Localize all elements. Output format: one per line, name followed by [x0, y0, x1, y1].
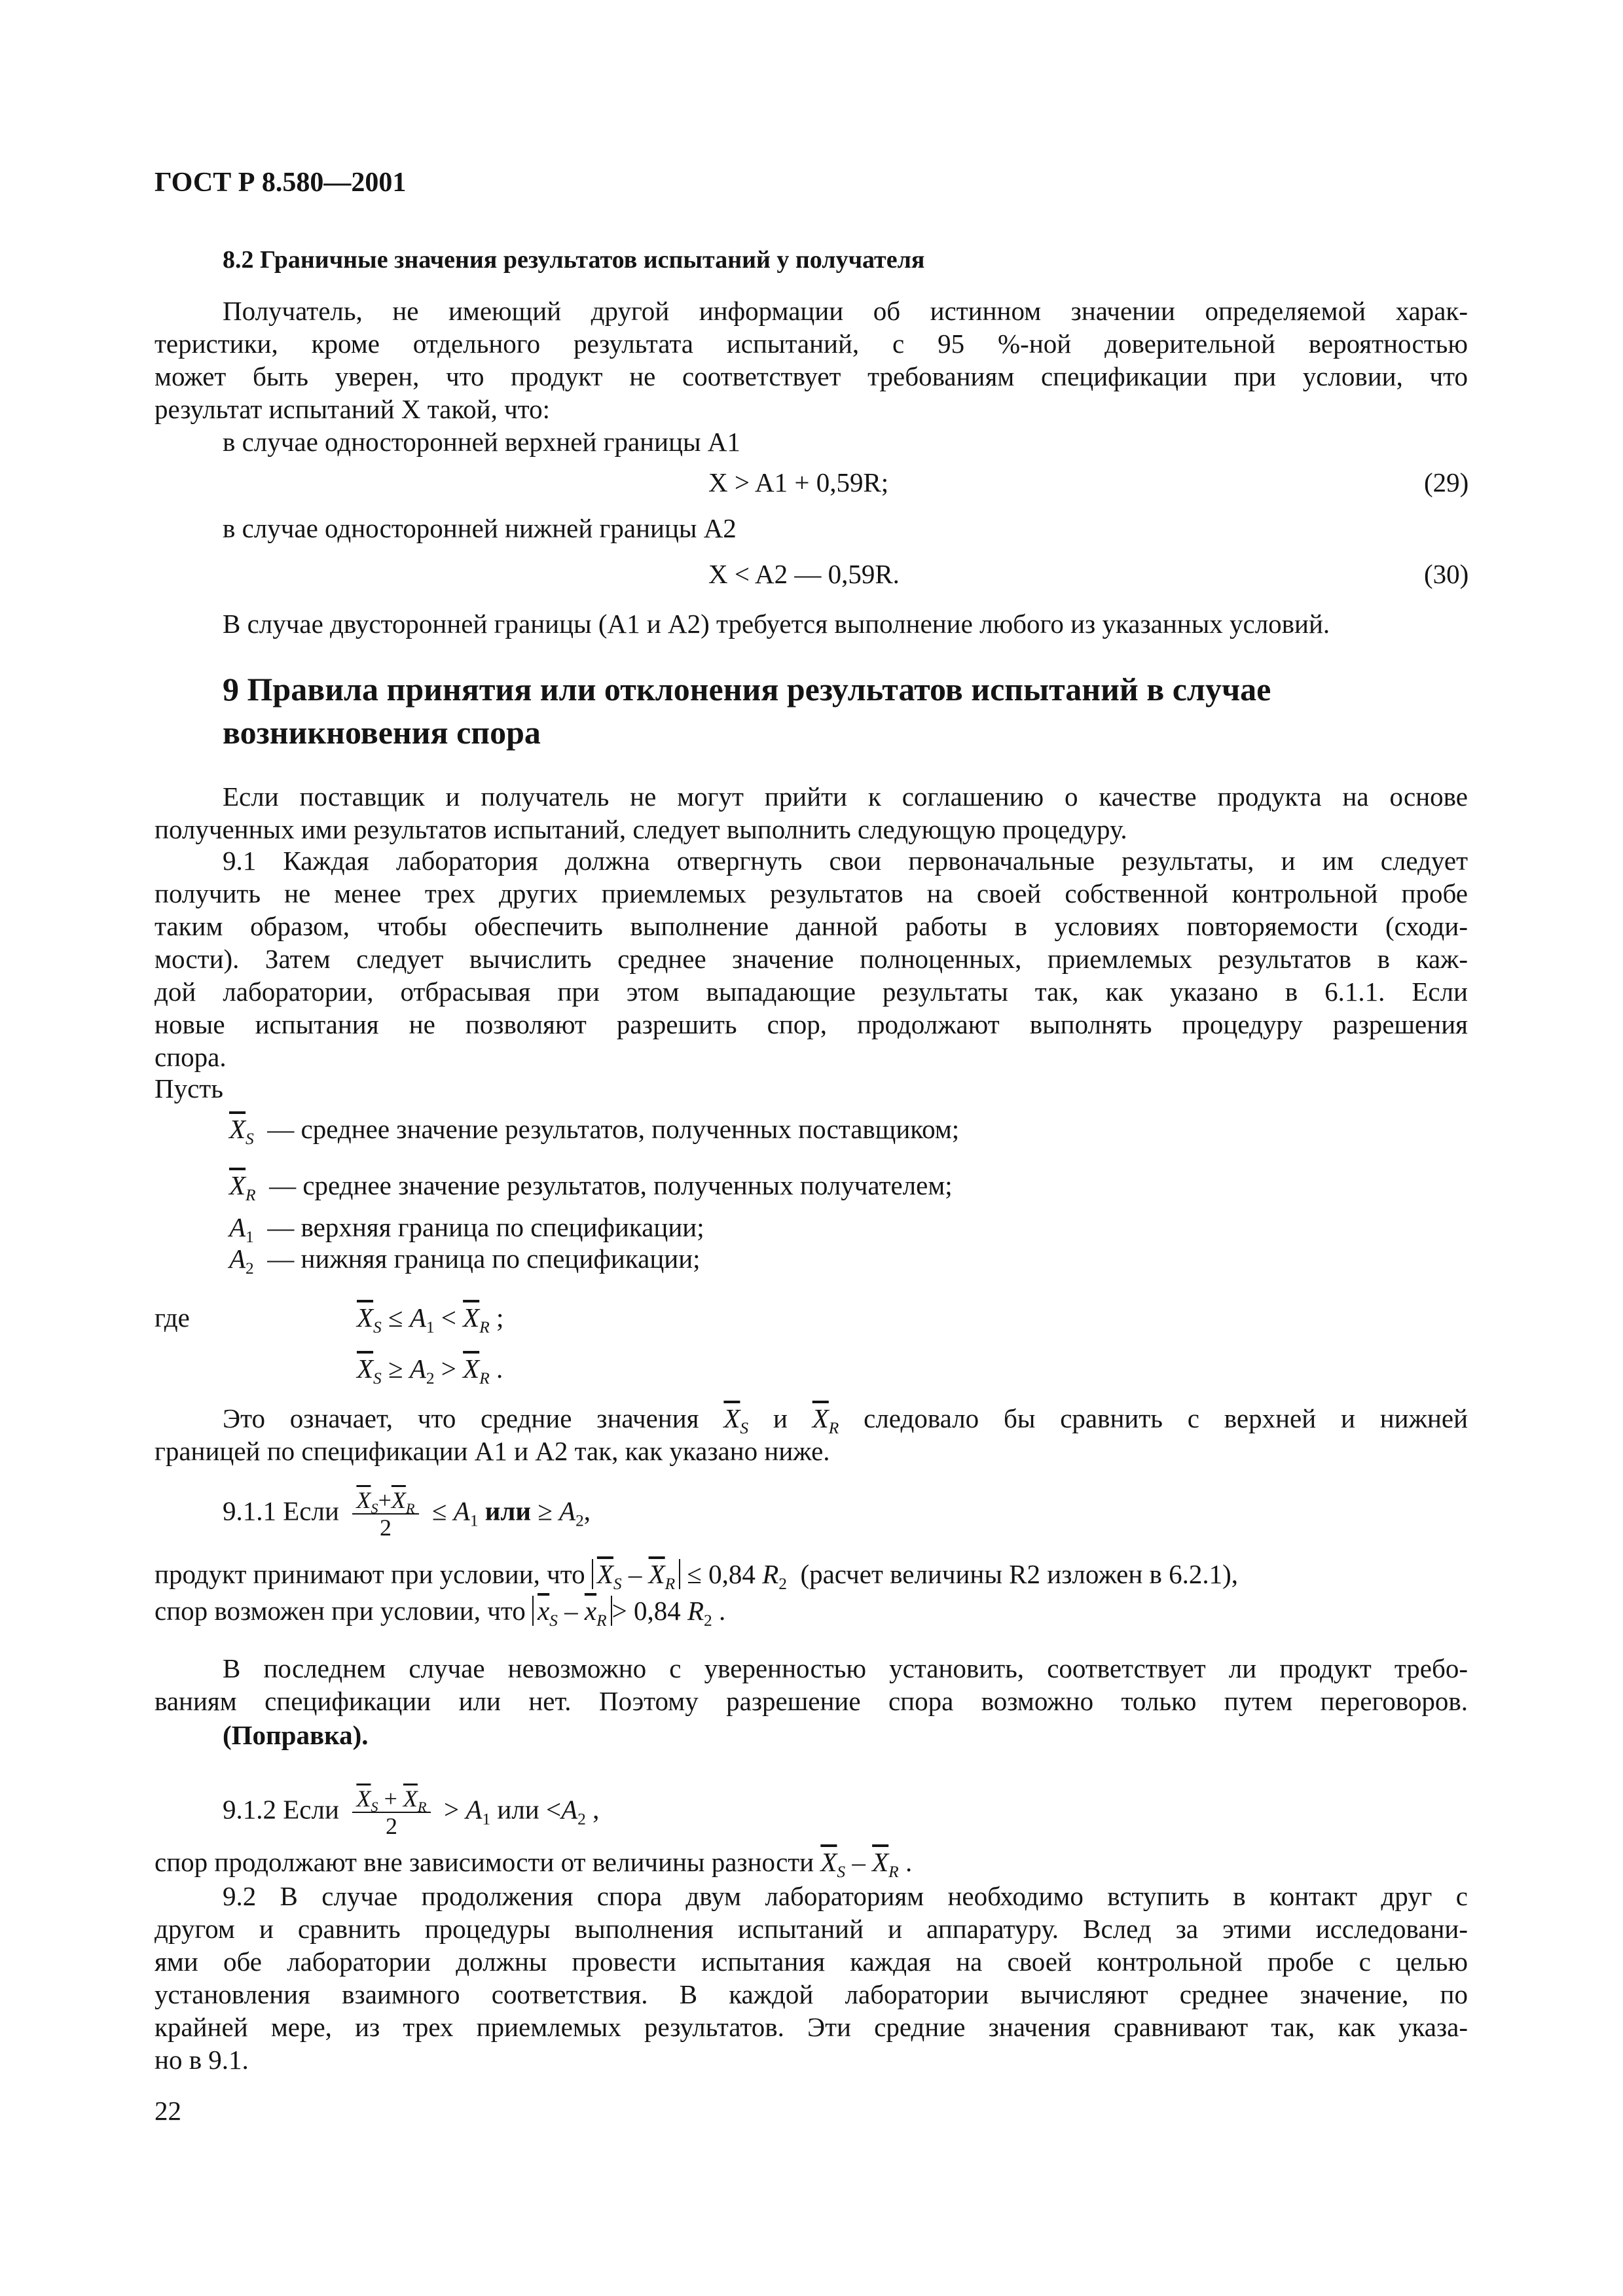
dispute-condition: спор возможен при условии, что $\overline{x}_S - \overline{x}_R > 0,84$ $R_2$ .: [155, 1596, 726, 1630]
clause-9-2-paragraph: 9.2 В случае продолжения спора двум лабораториям необходимо вступить в контакт друг с другом и сравнить процедуры выполнения испытаний и аппаратуру. Вслед за этими исследовани- ями обе лаборатории должны провести испытания каждая на своей контрольной пробе с целью установления взаимного соответствия. В каждой лаборатории вычисляют среднее значение, по крайней мере, из трех приемлемых результатов. Эти средние значения сравнивают так, как указа- но в 9.1.: [155, 1881, 1468, 2075]
equation-29-number: (29): [1424, 467, 1469, 497]
acceptance-condition: продукт принимают при условии, что $\overline{X}_S - \overline{X}_R \le 0,84$ $R_2$ (расчет величины R2 изложен в 6.2.1),: [155, 1559, 1239, 1593]
means-comparison-line2: границей по спецификации A1 и A2 так, как указано ниже.: [155, 1436, 830, 1466]
let-label: Пусть: [155, 1073, 223, 1103]
clause-9-1-2-condition: 9.1.2 Если $\frac{\overline{X}_S + \overline{X}_R}{2}$ > $A_1$ или $<A_2$ ,: [223, 1785, 600, 1839]
lower-bound-case: в случае односторонней нижней границы A2: [223, 513, 737, 543]
section-8-2-title: 8.2 Граничные значения результатов испытаний у получателя: [223, 246, 925, 274]
section-9-intro: Если поставщик и получатель не могут прийти к соглашению о качестве продукта на основе полученных ими результатов испытаний, следует выполнить следующую процедуру.: [155, 781, 1468, 844]
section-8-2-paragraph: Получатель, не имеющий другой информации об истинном значении определяемой харак- теристики, кроме отдельного результата испытаний, с 95 %-ной доверительной вероятностью может быть уверен, что продукт не соответствует требованиям спецификации при условии, что результат испытаний X такой, что:: [155, 296, 1468, 424]
last-case-paragraph: В последнем случае невозможно с уверенностью установить, соответствует ли продукт требо- ваниям спецификации или нет. Поэтому разрешение спора возможно только путем переговоров.: [155, 1653, 1468, 1716]
amendment-note: (Поправка).: [223, 1720, 369, 1750]
section-9-title-line1: 9 Правила принятия или отклонения результатов испытаний в случае: [223, 671, 1271, 708]
section-9-title-line2: возникновения спора: [223, 714, 541, 751]
dispute-continues-line: спор продолжают вне зависимости от величины разности $\overline{X}_S - \overline{X}_R$ .: [155, 1847, 913, 1881]
clause-9-1-1-condition: 9.1.1 Если $\frac{\overline{X}_S+\overline{X}_R}{2}$ ≤ $A_1$ или ≥ $A_2$,: [223, 1487, 591, 1541]
definition-a1: $A_1$ — верхняя граница по спецификации;: [229, 1212, 704, 1246]
where-label: где: [155, 1302, 190, 1333]
means-comparison-line1: Это означает, что средние значения $\overline{X}_S$ и $\overline{X}_R$ следовало бы сравнить с верхней и нижней: [223, 1403, 1468, 1437]
page-number: 22: [155, 2096, 181, 2126]
definition-xs: $\overline{X}_S$ — среднее значение результатов, полученных поставщиком;: [229, 1114, 960, 1148]
clause-9-1-paragraph: 9.1 Каждая лаборатория должна отвергнуть свои первоначальные результаты, и им следует получить не менее трех других приемлемых результатов на своей собственной контрольной пробе таким образом, чтобы обеспечить выполнение данной работы в условиях повторяемости (сходи- мости). Затем следует вычислить среднее значение полноценных, приемлемых результатов в каж- дой лаборатории, отбрасывая при этом выпадающие результаты так, как указано в 6.1.1. Если новые испытания не позволяют разрешить спор, продолжают выполнять процедуру разрешения спора.: [155, 846, 1468, 1072]
average-fraction: $\frac{\overline{X}_S + \overline{X}_R}{2}$: [352, 1785, 430, 1839]
document-header: ГОСТ Р 8.580—2001: [155, 168, 407, 198]
upper-bound-case: в случае односторонней верхней границы A1: [223, 427, 740, 457]
condition-inequality-2: $\overline{X}_S \ge A_2 > \overline{X}_R$ .: [357, 1354, 503, 1388]
equation-30-number: (30): [1424, 559, 1469, 589]
two-sided-bound-note: В случае двусторонней границы (A1 и A2) требуется выполнение любого из указанных условий.: [223, 609, 1330, 639]
average-fraction: $\frac{\overline{X}_S+\overline{X}_R}{2}$: [352, 1487, 418, 1541]
equation-30: X < A2 — 0,59R.: [708, 559, 900, 589]
definition-xr: $\overline{X}_R$ — среднее значение результатов, полученных получателем;: [229, 1170, 953, 1204]
condition-inequality-1: $\overline{X}_S \le A_1 < \overline{X}_R$ ;: [357, 1302, 504, 1336]
definition-a2: $A_2$ — нижняя граница по спецификации;: [229, 1244, 701, 1278]
equation-29: X > A1 + 0,59R;: [708, 467, 889, 497]
